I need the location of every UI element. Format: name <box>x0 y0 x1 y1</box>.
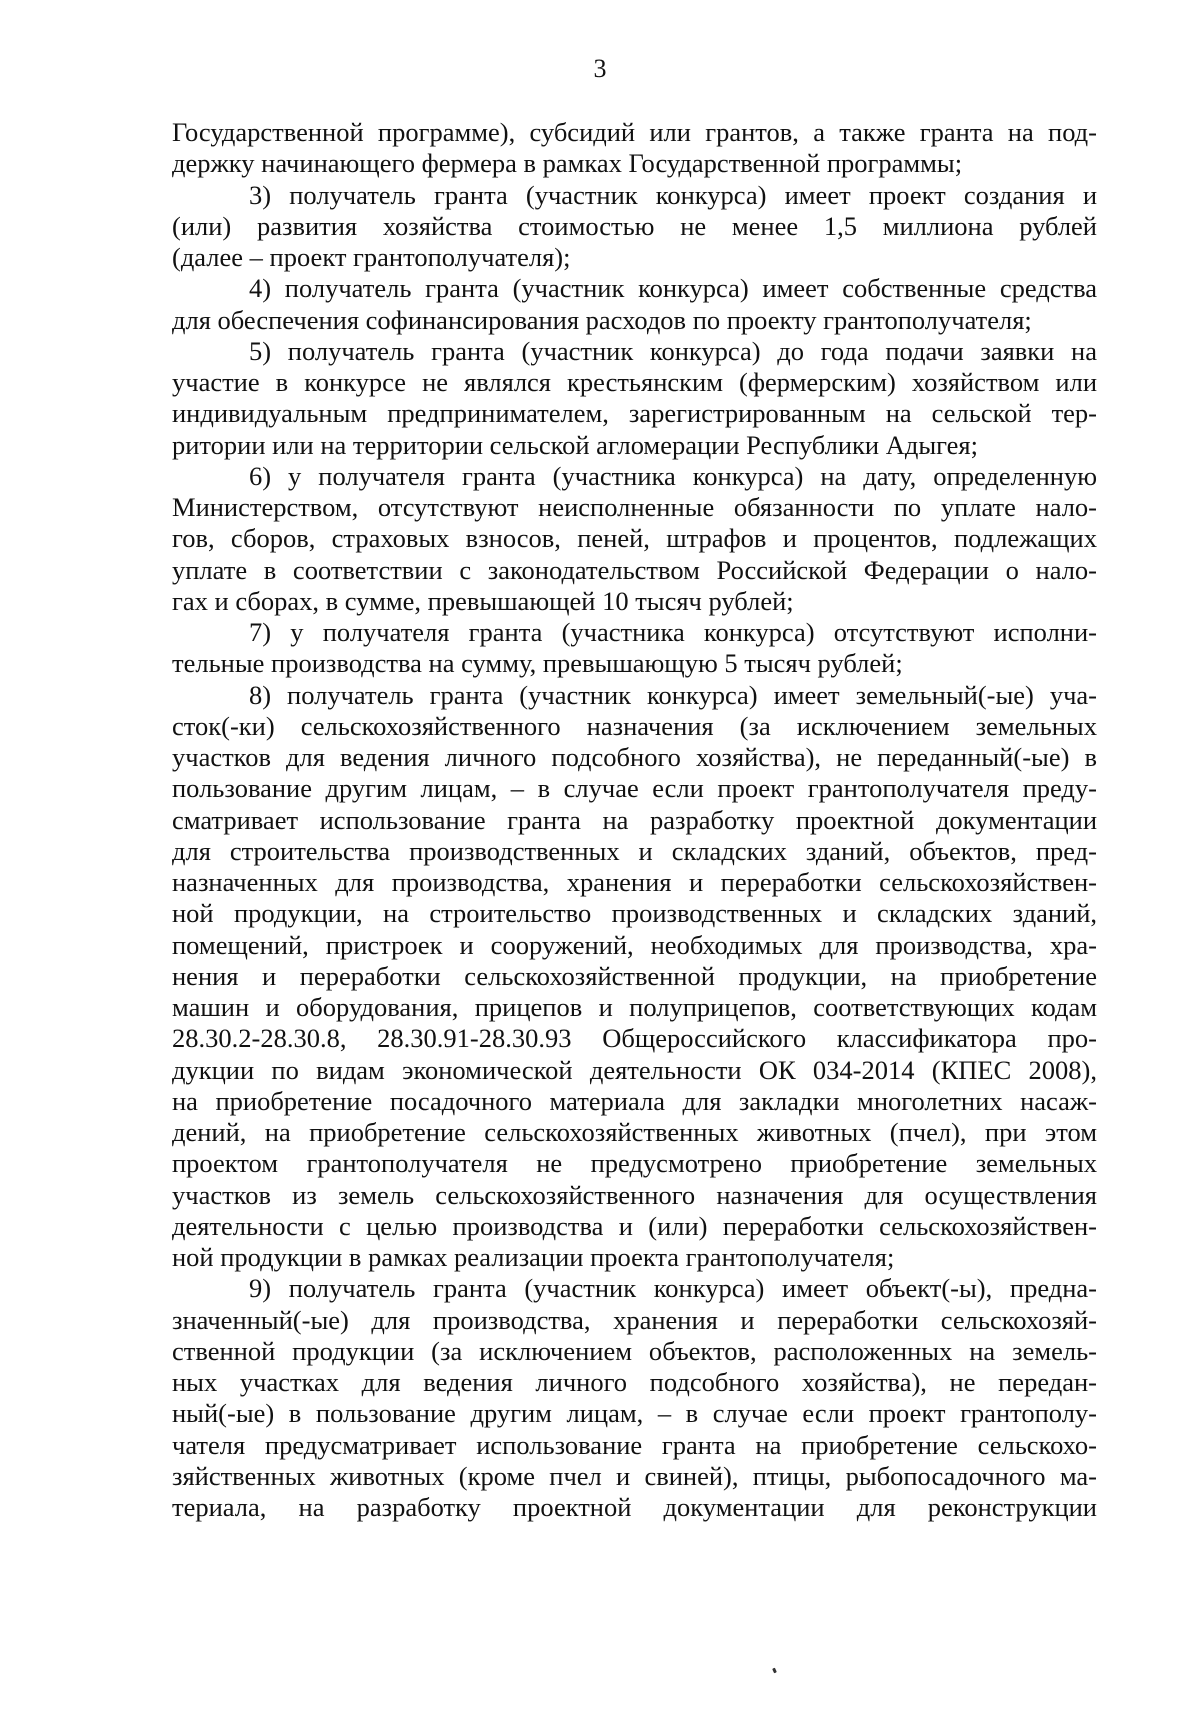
text-line: 28.30.2-28.30.8, 28.30.91-28.30.93 Общероссийского классификатора про- <box>172 1023 1097 1054</box>
text-line: 4) получатель гранта (участник конкурса) имеет собственные средства <box>249 273 1097 304</box>
text-line: териала, на разработку проектной документации для реконструкции <box>172 1492 1097 1522</box>
text-line: машин и оборудования, прицепов и полуприцепов, соответствующих кодам <box>172 992 1097 1022</box>
document-body <box>172 117 1097 1523</box>
text-line: участков для ведения личного подсобного хозяйства), не переданный(-ые) в <box>172 742 1097 772</box>
text-line: значенный(-ые) для производства, хранения и переработки сельскохозяй- <box>172 1304 1097 1335</box>
text-line: гов, сборов, страховых взносов, пеней, штрафов и процентов, подлежащих <box>172 523 1097 554</box>
text-line: нения и переработки сельскохозяйственной продукции, на приобретение <box>172 960 1097 991</box>
text-line: для обеспечения софинансирования расходов по проекту грантополучателя; <box>172 304 1032 335</box>
text-line: (далее – проект грантополучателя); <box>172 242 571 272</box>
text-line: участков из земель сельскохозяйственного назначения для осуществления <box>172 1179 1097 1210</box>
text-line: держку начинающего фермера в рамках Государственной программы; <box>172 148 963 179</box>
text-line: уплате в соответствии с законодательством Российской Федерации о нало- <box>172 554 1097 585</box>
text-line: пользование другим лицам, – в случае если проект грантополучателя преду- <box>172 773 1097 804</box>
text-line: гах и сборах, в сумме, превышающей 10 тысяч рублей; <box>172 585 794 616</box>
text-line: участие в конкурсе не являлся крестьянским (фермерским) хозяйством или <box>172 367 1097 397</box>
text-line: 3) получатель гранта (участник конкурса) имеет проект создания и <box>249 179 1097 210</box>
text-line: 7) у получателя гранта (участника конкурса) отсутствуют исполни- <box>249 617 1097 647</box>
text-line: ственной продукции (за исключением объектов, расположенных на земель- <box>172 1335 1097 1366</box>
text-line: сток(-ки) сельскохозяйственного назначения (за исключением земельных <box>172 710 1097 741</box>
text-line: сматривает использование гранта на разработку проектной документации <box>172 804 1097 835</box>
text-line: 9) получатель гранта (участник конкурса) имеет объект(-ы), предна- <box>249 1273 1097 1304</box>
text-line: дукции по видам экономической деятельности ОК 034-2014 (КПЕС 2008), <box>172 1054 1097 1085</box>
text-line: Государственной программе), субсидий или грантов, а также гранта на под- <box>172 117 1097 147</box>
text-line: 6) у получателя гранта (участника конкурса) на дату, определенную <box>249 460 1097 491</box>
text-line: назначенных для производства, хранения и переработки сельскохозяйствен- <box>172 867 1097 897</box>
text-line: тельные производства на сумму, превышающую 5 тысяч рублей; <box>172 648 903 679</box>
text-line: ной продукции, на строительство производственных и складских зданий, <box>172 898 1097 929</box>
text-line: ных участках для ведения личного подсобного хозяйства), не передан- <box>172 1367 1097 1397</box>
scan-artifact-mark <box>772 1668 777 1674</box>
text-line: 5) получатель гранта (участник конкурса) до года подачи заявки на <box>249 335 1097 366</box>
text-line: для строительства производственных и складских зданий, объектов, пред- <box>172 835 1097 866</box>
text-line: ной продукции в рамках реализации проекта грантополучателя; <box>172 1242 895 1272</box>
text-line: деятельности с целью производства и (или) переработки сельскохозяйствен- <box>172 1210 1097 1241</box>
text-line: индивидуальным предпринимателем, зарегистрированным на сельской тер- <box>172 398 1097 429</box>
text-line: зяйственных животных (кроме пчел и свиней), птицы, рыбопосадочного ма- <box>172 1460 1097 1491</box>
text-line: Министерством, отсутствуют неисполненные обязанности по уплате нало- <box>172 492 1097 522</box>
text-line: (или) развития хозяйства стоимостью не менее 1,5 миллиона рублей <box>172 210 1097 241</box>
text-line: 8) получатель гранта (участник конкурса) имеет земельный(-ые) уча- <box>249 679 1097 710</box>
text-line: ритории или на территории сельской агломерации Республики Адыгея; <box>172 429 978 460</box>
text-line: ный(-ые) в пользование другим лицам, – в случае если проект грантополу- <box>172 1398 1097 1429</box>
page-number: 3 <box>593 54 607 83</box>
text-line: помещений, пристроек и сооружений, необходимых для производства, хра- <box>172 929 1097 960</box>
text-line: чателя предусматривает использование гранта на приобретение сельскохо- <box>172 1429 1097 1460</box>
text-line: дений, на приобретение сельскохозяйственных животных (пчел), при этом <box>172 1117 1097 1147</box>
text-line: проектом грантополучателя не предусмотрено приобретение земельных <box>172 1148 1097 1179</box>
text-line: на приобретение посадочного материала для закладки многолетних насаж- <box>172 1085 1097 1116</box>
